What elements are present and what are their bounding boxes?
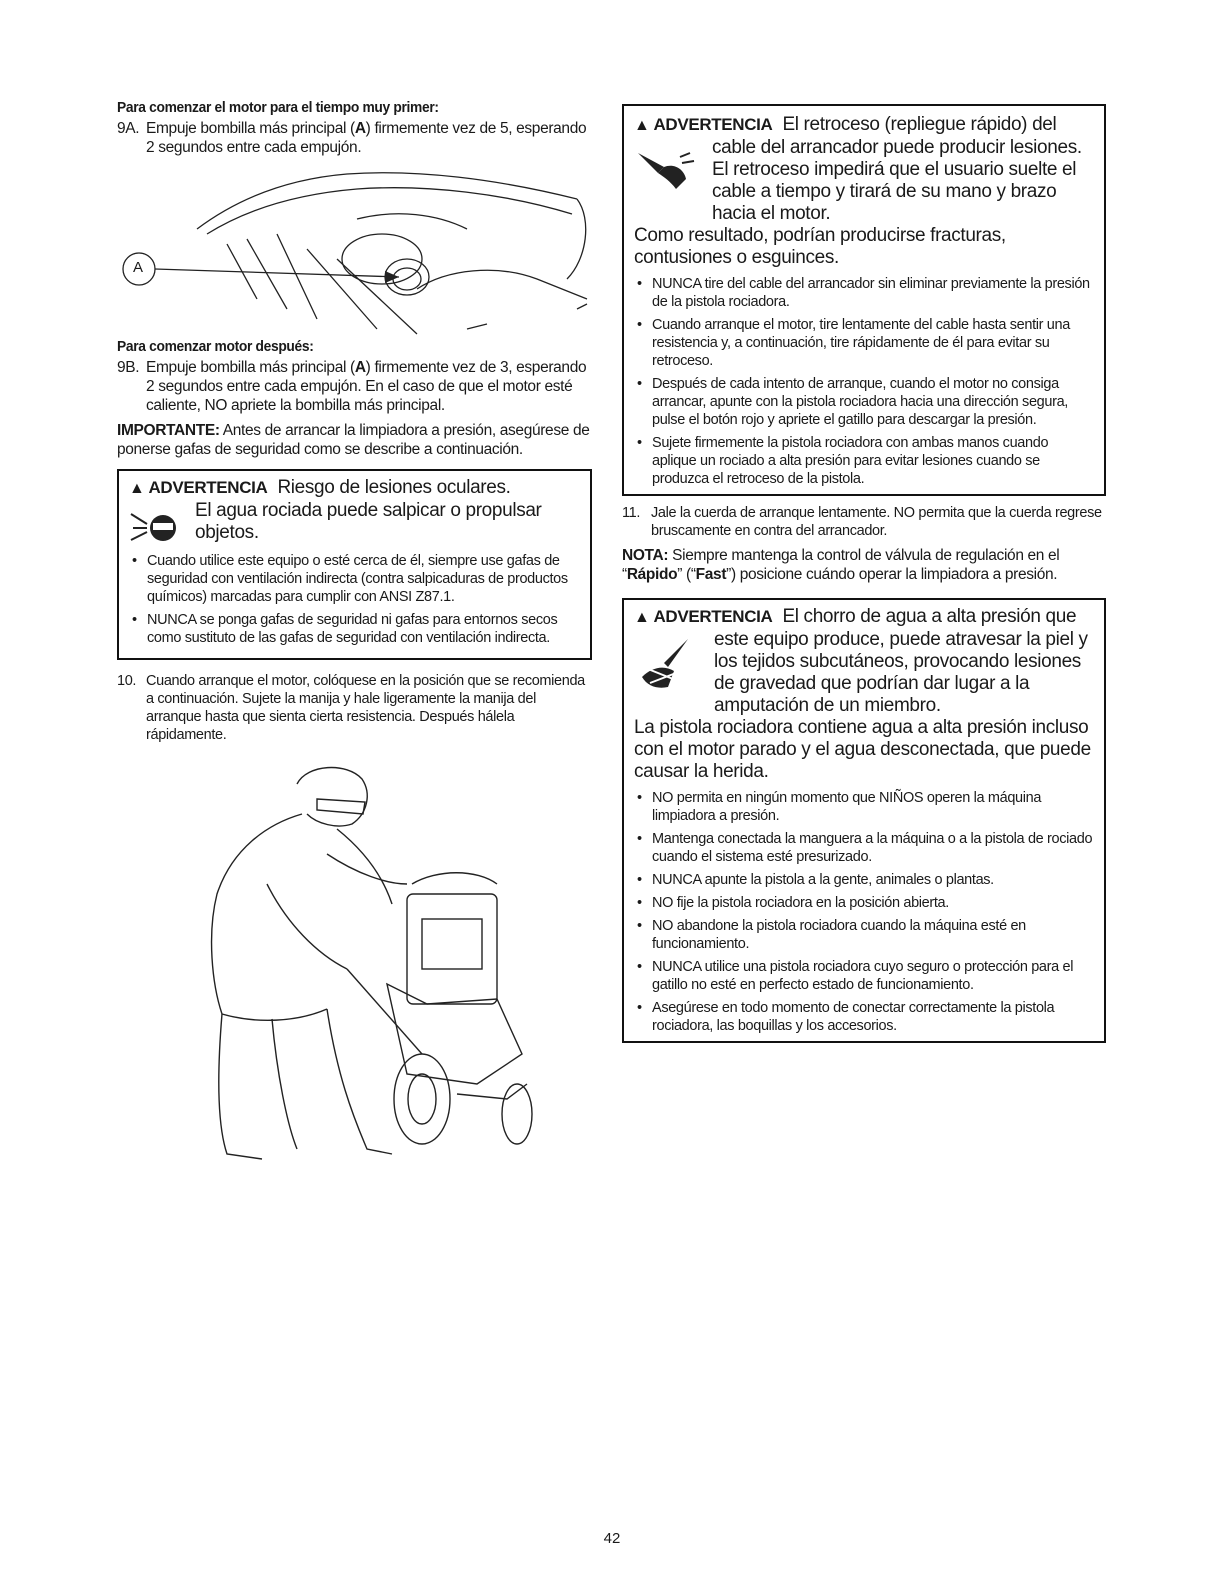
operator-drawing — [177, 754, 557, 1174]
warning-box-kickback — [622, 104, 1106, 496]
list-item: • NO permita en ningún momento que NIÑOS operen la máquina limpiadora a presión. — [634, 789, 1094, 825]
important-text: Antes de arrancar la limpiadora a presión, asegúrese de ponerse gafas de seguridad como se describe a continuación. — [117, 422, 590, 458]
warning-injection-header — [634, 606, 1094, 629]
step-10 — [117, 672, 592, 744]
step-9b — [117, 358, 592, 415]
warning-triangle-icon: ▲ — [129, 480, 145, 497]
warning-kickback-text2: Como resultado, podrían producirse fracturas, contusiones o esguinces. — [634, 225, 1006, 268]
warning-eye-header — [129, 477, 580, 500]
list-item: • Mantenga conectada la manguera a la máquina o a la pistola de rociado cuando el sistema esté presurizado. — [634, 830, 1094, 866]
note-rapido: Rápido — [626, 566, 678, 583]
warning-injection-word: ADVERTENCIA — [653, 607, 773, 626]
list-item: • Asegúrese en todo momento de conectar correctamente la pistola rociadora, las boquillas y los accesorios. — [634, 999, 1094, 1035]
warning-box-injection — [622, 598, 1106, 1043]
step-9b-ref: A — [354, 359, 366, 376]
step-9b-text-a: Empuje bombilla más principal ( — [146, 359, 355, 376]
warning-eye-text: El agua rociada puede salpicar o propulsar objetos. — [195, 500, 542, 543]
list-item: • Después de cada intento de arranque, cuando el motor no consiga arrancar, apunte con la pistola rociadora hacia una dirección segura, pulse el botón rojo y apriete el gatillo para descargar la presión. — [634, 375, 1094, 429]
warning-injection-text: este equipo produce, puede atravesar la piel y los tejidos subcutáneos, provocando lesiones de gravedad que podrían dar lugar a la amputación de un miembro. — [714, 629, 1088, 716]
note-text-e: ”) posicione cuándo operar la limpiadora a presión. — [726, 566, 1058, 583]
step-9b-number: 9B. — [117, 359, 140, 376]
primer-bulb-drawing — [117, 159, 597, 337]
step-11-number: 11. — [622, 505, 641, 521]
warning-eye-title: Riesgo de lesiones oculares. — [277, 477, 511, 498]
primer-bulb-illustration — [117, 159, 592, 337]
eye-hazard-icon — [129, 504, 179, 554]
note-text-c: ” (“ — [677, 566, 696, 583]
step-9a-text-a: Empuje bombilla más principal ( — [146, 120, 355, 137]
note-label: NOTA: — [622, 547, 669, 564]
step-10-number: 10. — [117, 673, 137, 689]
note-text-a: Siempre mantenga la control de válvula de regulación en el “ — [622, 547, 1060, 583]
warning-eye-list — [129, 552, 580, 647]
warning-injection-text2: La pistola rociadora contiene agua a alta presión incluso con el motor parado y el agua desconectada, que puede causar la herida. — [634, 717, 1091, 782]
note-fast: Fast — [695, 566, 727, 583]
list-item: • Cuando utilice este equipo o esté cerca de él, siempre use gafas de seguridad con ventilación indirecta (contra salpicaduras de productos químicos) marcadas para cumplir con ANSI Z87.1. — [129, 552, 580, 606]
warning-kickback-list — [634, 275, 1094, 488]
step-10-text: Cuando arranque el motor, colóquese en la posición que se recomienda a continuación. Sujete la manija y hale ligeramente la manija del arranque hasta que sienta cierta resistencia. Después hálela rápidamente. — [146, 673, 585, 743]
list-item: • Sujete firmemente la pistola rociadora con ambas manos cuando aplique un rociado a alta presión para evitar lesiones cuando se produzca el retroceso de la pistola. — [634, 434, 1094, 488]
step-11 — [622, 504, 1106, 540]
callout-a-label: A — [133, 259, 143, 276]
list-item: • NUNCA apunte la pistola a la gente, animales o plantas. — [634, 871, 1094, 889]
section-heading-later-start: Para comenzar motor después: — [117, 338, 314, 355]
warning-kickback-word: ADVERTENCIA — [653, 115, 773, 134]
left-column — [117, 98, 592, 1174]
important-note — [117, 421, 592, 459]
list-item: • NUNCA utilice una pistola rociadora cuyo seguro o protección para el gatillo no esté en perfecto estado de funcionamiento. — [634, 958, 1094, 994]
list-item: • NUNCA tire del cable del arrancador sin eliminar previamente la presión de la pistola rociadora. — [634, 275, 1094, 311]
warning-kickback-text: cable del arrancador puede producir lesiones. El retroceso impedirá que el usuario suelte el cable a tiempo y tirará de su mano y brazo hacia el motor. — [712, 137, 1082, 224]
kickback-hazard-icon — [636, 145, 696, 195]
warning-kickback-title: El retroceso (repliegue rápido) del — [782, 114, 1057, 135]
section-heading-first-start: Para comenzar el motor para el tiempo muy primer: — [117, 99, 439, 116]
warning-injection-title: El chorro de agua a alta presión que — [782, 606, 1077, 627]
step-9b-text-c: ) firmemente vez de 3, esperando 2 segundos entre cada empujón. En el caso de que el motor esté caliente, NO apriete la bombilla más principal. — [146, 359, 587, 414]
step-9a-number: 9A. — [117, 120, 140, 137]
page-number: 42 — [603, 1530, 621, 1547]
warning-triangle-icon: ▲ — [634, 609, 650, 626]
list-item: • NO abandone la pistola rociadora cuando la máquina esté en funcionamiento. — [634, 917, 1094, 953]
warning-injection-list — [634, 789, 1094, 1035]
warning-box-eye — [117, 469, 592, 660]
step-11-text: Jale la cuerda de arranque lentamente. NO permita que la cuerda regrese bruscamente en contra del arrancador. — [651, 505, 1102, 539]
injection-hazard-icon — [638, 637, 698, 697]
operator-illustration — [177, 754, 592, 1174]
list-item: • Cuando arranque el motor, tire lentamente del cable hasta sentir una resistencia y, a continuación, tire rápidamente de él para evitar su retroceso. — [634, 316, 1094, 370]
step-9a-ref: A — [354, 120, 366, 137]
right-column — [622, 104, 1106, 1043]
note-throttle — [622, 546, 1106, 584]
list-item: • NO fije la pistola rociadora en la posición abierta. — [634, 894, 1094, 912]
list-item: • NUNCA se ponga gafas de seguridad ni gafas para entornos secos como sustituto de las gafas de seguridad con ventilación indirecta. — [129, 611, 580, 647]
important-label: IMPORTANTE: — [117, 422, 220, 439]
step-9a — [117, 119, 592, 157]
warning-eye-word: ADVERTENCIA — [148, 478, 268, 497]
warning-triangle-icon: ▲ — [634, 117, 650, 134]
warning-kickback-header — [634, 114, 1094, 137]
step-9a-text-c: ) firmemente vez de 5, esperando 2 segundos entre cada empujón. — [146, 120, 587, 156]
